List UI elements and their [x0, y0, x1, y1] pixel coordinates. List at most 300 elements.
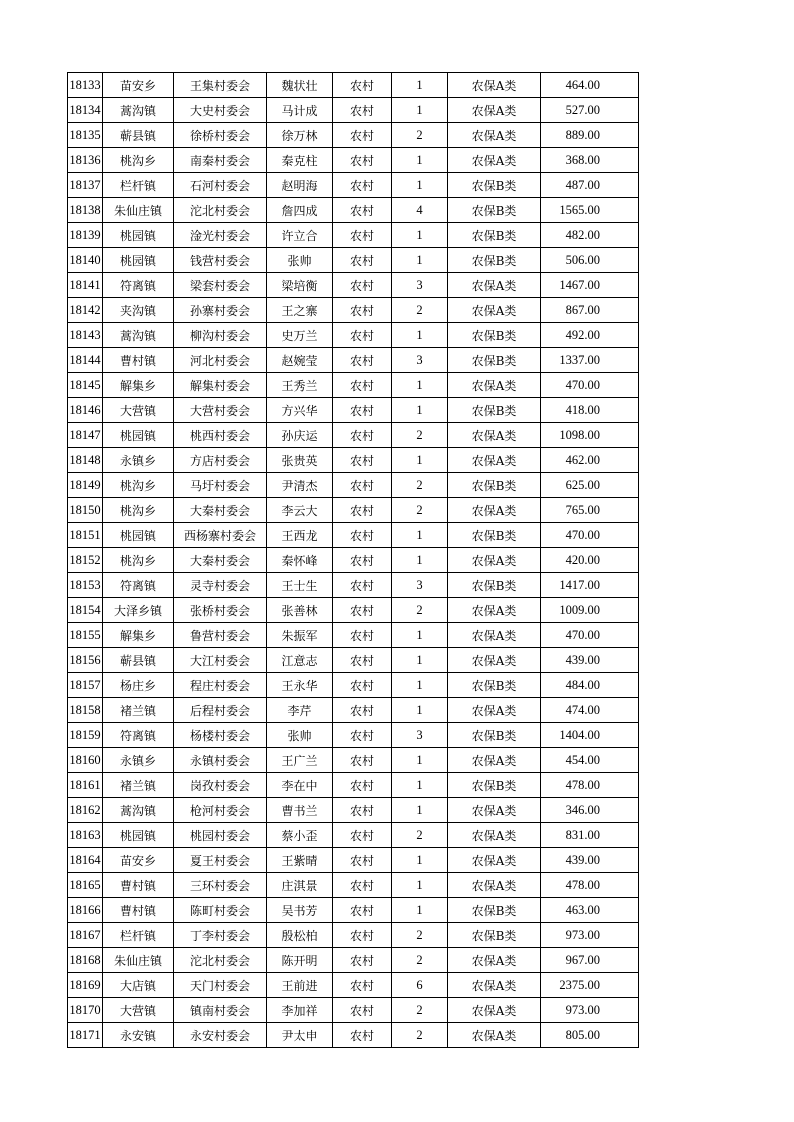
village-committee-cell: 沱北村委会: [174, 198, 267, 223]
recipient-name-cell: 江意志: [267, 648, 333, 673]
township-cell: 大泽乡镇: [103, 598, 174, 623]
village-committee-cell: 镇南村委会: [174, 998, 267, 1023]
residence-type-cell: 农村: [333, 98, 392, 123]
residence-type-cell: 农村: [333, 973, 392, 998]
amount-cell: 527.00: [541, 98, 639, 123]
township-cell: 苗安乡: [103, 73, 174, 98]
insurance-category-cell: 农保A类: [448, 148, 541, 173]
recipient-name-cell: 李芹: [267, 698, 333, 723]
insurance-category-cell: 农保A类: [448, 598, 541, 623]
insurance-category-cell: 农保A类: [448, 1023, 541, 1048]
serial-number-cell: 18161: [68, 773, 103, 798]
serial-number-cell: 18134: [68, 98, 103, 123]
recipient-name-cell: 张帅: [267, 723, 333, 748]
relief-roster-table: [67, 72, 639, 1048]
insurance-category-cell: 农保A类: [448, 373, 541, 398]
recipient-name-cell: 王广兰: [267, 748, 333, 773]
recipient-name-cell: 孙庆运: [267, 423, 333, 448]
serial-number-cell: 18155: [68, 623, 103, 648]
household-size-cell: 1: [392, 173, 448, 198]
residence-type-cell: 农村: [333, 998, 392, 1023]
recipient-name-cell: 张帅: [267, 248, 333, 273]
household-size-cell: 3: [392, 723, 448, 748]
serial-number-cell: 18151: [68, 523, 103, 548]
village-committee-cell: 石河村委会: [174, 173, 267, 198]
insurance-category-cell: 农保B类: [448, 473, 541, 498]
recipient-name-cell: 曹书兰: [267, 798, 333, 823]
table-row: [68, 623, 639, 648]
amount-cell: 470.00: [541, 623, 639, 648]
serial-number-cell: 18157: [68, 673, 103, 698]
household-size-cell: 1: [392, 623, 448, 648]
amount-cell: 1565.00: [541, 198, 639, 223]
serial-number-cell: 18135: [68, 123, 103, 148]
table-row: [68, 123, 639, 148]
household-size-cell: 1: [392, 748, 448, 773]
residence-type-cell: 农村: [333, 748, 392, 773]
village-committee-cell: 鲁营村委会: [174, 623, 267, 648]
residence-type-cell: 农村: [333, 723, 392, 748]
insurance-category-cell: 农保A类: [448, 948, 541, 973]
household-size-cell: 1: [392, 698, 448, 723]
amount-cell: 831.00: [541, 823, 639, 848]
insurance-category-cell: 农保A类: [448, 623, 541, 648]
table-row: [68, 473, 639, 498]
township-cell: 苗安乡: [103, 848, 174, 873]
township-cell: 曹村镇: [103, 873, 174, 898]
table-row: [68, 173, 639, 198]
amount-cell: 454.00: [541, 748, 639, 773]
residence-type-cell: 农村: [333, 698, 392, 723]
township-cell: 符离镇: [103, 573, 174, 598]
amount-cell: 487.00: [541, 173, 639, 198]
township-cell: 桃园镇: [103, 823, 174, 848]
village-committee-cell: 丁李村委会: [174, 923, 267, 948]
table-row: [68, 248, 639, 273]
insurance-category-cell: 农保A类: [448, 798, 541, 823]
amount-cell: 625.00: [541, 473, 639, 498]
township-cell: 解集乡: [103, 623, 174, 648]
township-cell: 符离镇: [103, 273, 174, 298]
table-row: [68, 598, 639, 623]
serial-number-cell: 18133: [68, 73, 103, 98]
residence-type-cell: 农村: [333, 373, 392, 398]
village-committee-cell: 张桥村委会: [174, 598, 267, 623]
recipient-name-cell: 秦怀峰: [267, 548, 333, 573]
insurance-category-cell: 农保A类: [448, 648, 541, 673]
amount-cell: 478.00: [541, 873, 639, 898]
amount-cell: 889.00: [541, 123, 639, 148]
table-row: [68, 823, 639, 848]
recipient-name-cell: 方兴华: [267, 398, 333, 423]
recipient-name-cell: 李云大: [267, 498, 333, 523]
household-size-cell: 1: [392, 848, 448, 873]
village-committee-cell: 徐桥村委会: [174, 123, 267, 148]
table-row: [68, 398, 639, 423]
residence-type-cell: 农村: [333, 498, 392, 523]
residence-type-cell: 农村: [333, 848, 392, 873]
serial-number-cell: 18137: [68, 173, 103, 198]
household-size-cell: 1: [392, 398, 448, 423]
serial-number-cell: 18162: [68, 798, 103, 823]
serial-number-cell: 18165: [68, 873, 103, 898]
village-committee-cell: 陈町村委会: [174, 898, 267, 923]
residence-type-cell: 农村: [333, 223, 392, 248]
village-committee-cell: 河北村委会: [174, 348, 267, 373]
recipient-name-cell: 朱振军: [267, 623, 333, 648]
insurance-category-cell: 农保B类: [448, 723, 541, 748]
amount-cell: 867.00: [541, 298, 639, 323]
township-cell: 曹村镇: [103, 348, 174, 373]
serial-number-cell: 18164: [68, 848, 103, 873]
township-cell: 桃沟乡: [103, 548, 174, 573]
household-size-cell: 1: [392, 773, 448, 798]
residence-type-cell: 农村: [333, 923, 392, 948]
township-cell: 栏杆镇: [103, 923, 174, 948]
insurance-category-cell: 农保A类: [448, 973, 541, 998]
serial-number-cell: 18170: [68, 998, 103, 1023]
recipient-name-cell: 庄淇景: [267, 873, 333, 898]
township-cell: 桃园镇: [103, 523, 174, 548]
amount-cell: 418.00: [541, 398, 639, 423]
household-size-cell: 2: [392, 298, 448, 323]
household-size-cell: 1: [392, 323, 448, 348]
insurance-category-cell: 农保B类: [448, 173, 541, 198]
recipient-name-cell: 王之寨: [267, 298, 333, 323]
table-row: [68, 98, 639, 123]
serial-number-cell: 18166: [68, 898, 103, 923]
village-committee-cell: 永安村委会: [174, 1023, 267, 1048]
township-cell: 蒿沟镇: [103, 798, 174, 823]
residence-type-cell: 农村: [333, 198, 392, 223]
village-committee-cell: 解集村委会: [174, 373, 267, 398]
household-size-cell: 1: [392, 148, 448, 173]
household-size-cell: 1: [392, 648, 448, 673]
amount-cell: 1098.00: [541, 423, 639, 448]
township-cell: 夹沟镇: [103, 298, 174, 323]
village-committee-cell: 沱北村委会: [174, 948, 267, 973]
household-size-cell: 3: [392, 348, 448, 373]
serial-number-cell: 18136: [68, 148, 103, 173]
residence-type-cell: 农村: [333, 898, 392, 923]
township-cell: 曹村镇: [103, 898, 174, 923]
township-cell: 大营镇: [103, 998, 174, 1023]
serial-number-cell: 18168: [68, 948, 103, 973]
residence-type-cell: 农村: [333, 248, 392, 273]
amount-cell: 967.00: [541, 948, 639, 973]
amount-cell: 474.00: [541, 698, 639, 723]
township-cell: 朱仙庄镇: [103, 198, 174, 223]
recipient-name-cell: 尹太申: [267, 1023, 333, 1048]
recipient-name-cell: 赵婉莹: [267, 348, 333, 373]
recipient-name-cell: 马计成: [267, 98, 333, 123]
table-row: [68, 848, 639, 873]
table-row: [68, 223, 639, 248]
residence-type-cell: 农村: [333, 398, 392, 423]
serial-number-cell: 18141: [68, 273, 103, 298]
recipient-name-cell: 王秀兰: [267, 373, 333, 398]
table-row: [68, 998, 639, 1023]
residence-type-cell: 农村: [333, 523, 392, 548]
recipient-name-cell: 徐万林: [267, 123, 333, 148]
village-committee-cell: 马圩村委会: [174, 473, 267, 498]
township-cell: 解集乡: [103, 373, 174, 398]
township-cell: 朱仙庄镇: [103, 948, 174, 973]
household-size-cell: 1: [392, 98, 448, 123]
amount-cell: 478.00: [541, 773, 639, 798]
household-size-cell: 2: [392, 473, 448, 498]
serial-number-cell: 18146: [68, 398, 103, 423]
household-size-cell: 4: [392, 198, 448, 223]
township-cell: 桃园镇: [103, 223, 174, 248]
amount-cell: 439.00: [541, 648, 639, 673]
insurance-category-cell: 农保A类: [448, 73, 541, 98]
residence-type-cell: 农村: [333, 673, 392, 698]
amount-cell: 462.00: [541, 448, 639, 473]
village-committee-cell: 南秦村委会: [174, 148, 267, 173]
table-row: [68, 748, 639, 773]
village-committee-cell: 桃西村委会: [174, 423, 267, 448]
recipient-name-cell: 吴书芳: [267, 898, 333, 923]
residence-type-cell: 农村: [333, 73, 392, 98]
residence-type-cell: 农村: [333, 798, 392, 823]
insurance-category-cell: 农保B类: [448, 523, 541, 548]
amount-cell: 492.00: [541, 323, 639, 348]
village-committee-cell: 大营村委会: [174, 398, 267, 423]
residence-type-cell: 农村: [333, 323, 392, 348]
household-size-cell: 3: [392, 573, 448, 598]
recipient-name-cell: 赵明海: [267, 173, 333, 198]
residence-type-cell: 农村: [333, 548, 392, 573]
table-row: [68, 73, 639, 98]
insurance-category-cell: 农保A类: [448, 998, 541, 1023]
table-row: [68, 948, 639, 973]
table-row: [68, 673, 639, 698]
amount-cell: 506.00: [541, 248, 639, 273]
household-size-cell: 1: [392, 873, 448, 898]
amount-cell: 439.00: [541, 848, 639, 873]
serial-number-cell: 18148: [68, 448, 103, 473]
residence-type-cell: 农村: [333, 473, 392, 498]
insurance-category-cell: 农保A类: [448, 698, 541, 723]
township-cell: 永镇乡: [103, 748, 174, 773]
residence-type-cell: 农村: [333, 298, 392, 323]
serial-number-cell: 18154: [68, 598, 103, 623]
village-committee-cell: 三环村委会: [174, 873, 267, 898]
serial-number-cell: 18145: [68, 373, 103, 398]
amount-cell: 2375.00: [541, 973, 639, 998]
township-cell: 桃沟乡: [103, 148, 174, 173]
residence-type-cell: 农村: [333, 348, 392, 373]
table-row: [68, 498, 639, 523]
serial-number-cell: 18152: [68, 548, 103, 573]
household-size-cell: 1: [392, 523, 448, 548]
recipient-name-cell: 史万兰: [267, 323, 333, 348]
table-row: [68, 723, 639, 748]
table-row: [68, 348, 639, 373]
village-committee-cell: 后程村委会: [174, 698, 267, 723]
table-row: [68, 923, 639, 948]
recipient-name-cell: 陈开明: [267, 948, 333, 973]
household-size-cell: 2: [392, 923, 448, 948]
table-row: [68, 523, 639, 548]
village-committee-cell: 杨楼村委会: [174, 723, 267, 748]
amount-cell: 484.00: [541, 673, 639, 698]
table-row: [68, 873, 639, 898]
table-row: [68, 898, 639, 923]
table-row: [68, 648, 639, 673]
village-committee-cell: 孙寨村委会: [174, 298, 267, 323]
village-committee-cell: 岗孜村委会: [174, 773, 267, 798]
township-cell: 蒿沟镇: [103, 98, 174, 123]
table-row: [68, 573, 639, 598]
serial-number-cell: 18144: [68, 348, 103, 373]
residence-type-cell: 农村: [333, 598, 392, 623]
village-committee-cell: 西杨寨村委会: [174, 523, 267, 548]
insurance-category-cell: 农保B类: [448, 898, 541, 923]
household-size-cell: 2: [392, 998, 448, 1023]
table-row: [68, 273, 639, 298]
table-row: [68, 448, 639, 473]
insurance-category-cell: 农保A类: [448, 273, 541, 298]
village-committee-cell: 灵寺村委会: [174, 573, 267, 598]
amount-cell: 420.00: [541, 548, 639, 573]
table-row: [68, 198, 639, 223]
table-row: [68, 698, 639, 723]
insurance-category-cell: 农保B类: [448, 348, 541, 373]
insurance-category-cell: 农保B类: [448, 398, 541, 423]
insurance-category-cell: 农保A类: [448, 548, 541, 573]
amount-cell: 1009.00: [541, 598, 639, 623]
recipient-name-cell: 王永华: [267, 673, 333, 698]
serial-number-cell: 18171: [68, 1023, 103, 1048]
household-size-cell: 1: [392, 673, 448, 698]
insurance-category-cell: 农保A类: [448, 873, 541, 898]
recipient-name-cell: 许立合: [267, 223, 333, 248]
township-cell: 永镇乡: [103, 448, 174, 473]
insurance-category-cell: 农保B类: [448, 323, 541, 348]
household-size-cell: 1: [392, 798, 448, 823]
table-row: [68, 148, 639, 173]
table-row: [68, 973, 639, 998]
recipient-name-cell: 秦克柱: [267, 148, 333, 173]
table-row: [68, 1023, 639, 1048]
village-committee-cell: 永镇村委会: [174, 748, 267, 773]
household-size-cell: 1: [392, 223, 448, 248]
serial-number-cell: 18147: [68, 423, 103, 448]
table-row: [68, 798, 639, 823]
recipient-name-cell: 王紫晴: [267, 848, 333, 873]
insurance-category-cell: 农保A类: [448, 848, 541, 873]
table-row: [68, 773, 639, 798]
residence-type-cell: 农村: [333, 648, 392, 673]
residence-type-cell: 农村: [333, 1023, 392, 1048]
residence-type-cell: 农村: [333, 948, 392, 973]
residence-type-cell: 农村: [333, 448, 392, 473]
household-size-cell: 1: [392, 248, 448, 273]
township-cell: 永安镇: [103, 1023, 174, 1048]
township-cell: 褚兰镇: [103, 698, 174, 723]
serial-number-cell: 18156: [68, 648, 103, 673]
serial-number-cell: 18160: [68, 748, 103, 773]
amount-cell: 973.00: [541, 998, 639, 1023]
amount-cell: 346.00: [541, 798, 639, 823]
amount-cell: 482.00: [541, 223, 639, 248]
residence-type-cell: 农村: [333, 273, 392, 298]
insurance-category-cell: 农保A类: [448, 498, 541, 523]
insurance-category-cell: 农保A类: [448, 123, 541, 148]
recipient-name-cell: 詹四成: [267, 198, 333, 223]
township-cell: 大店镇: [103, 973, 174, 998]
recipient-name-cell: 张贵英: [267, 448, 333, 473]
insurance-category-cell: 农保A类: [448, 448, 541, 473]
household-size-cell: 6: [392, 973, 448, 998]
roster-body: [68, 73, 639, 1048]
amount-cell: 470.00: [541, 523, 639, 548]
serial-number-cell: 18169: [68, 973, 103, 998]
village-committee-cell: 钱营村委会: [174, 248, 267, 273]
village-committee-cell: 梁套村委会: [174, 273, 267, 298]
household-size-cell: 2: [392, 498, 448, 523]
serial-number-cell: 18163: [68, 823, 103, 848]
insurance-category-cell: 农保B类: [448, 198, 541, 223]
insurance-category-cell: 农保A类: [448, 298, 541, 323]
serial-number-cell: 18159: [68, 723, 103, 748]
residence-type-cell: 农村: [333, 423, 392, 448]
serial-number-cell: 18142: [68, 298, 103, 323]
recipient-name-cell: 王前进: [267, 973, 333, 998]
household-size-cell: 2: [392, 598, 448, 623]
village-committee-cell: 枪河村委会: [174, 798, 267, 823]
village-committee-cell: 大江村委会: [174, 648, 267, 673]
residence-type-cell: 农村: [333, 773, 392, 798]
village-committee-cell: 大秦村委会: [174, 548, 267, 573]
residence-type-cell: 农村: [333, 573, 392, 598]
serial-number-cell: 18150: [68, 498, 103, 523]
village-committee-cell: 大秦村委会: [174, 498, 267, 523]
serial-number-cell: 18140: [68, 248, 103, 273]
recipient-name-cell: 李加祥: [267, 998, 333, 1023]
insurance-category-cell: 农保B类: [448, 248, 541, 273]
insurance-category-cell: 农保B类: [448, 573, 541, 598]
amount-cell: 1467.00: [541, 273, 639, 298]
amount-cell: 368.00: [541, 148, 639, 173]
insurance-category-cell: 农保A类: [448, 423, 541, 448]
serial-number-cell: 18167: [68, 923, 103, 948]
recipient-name-cell: 蔡小歪: [267, 823, 333, 848]
insurance-category-cell: 农保B类: [448, 773, 541, 798]
village-committee-cell: 天门村委会: [174, 973, 267, 998]
household-size-cell: 1: [392, 373, 448, 398]
village-committee-cell: 夏王村委会: [174, 848, 267, 873]
township-cell: 蕲县镇: [103, 123, 174, 148]
township-cell: 栏杆镇: [103, 173, 174, 198]
village-committee-cell: 柳沟村委会: [174, 323, 267, 348]
residence-type-cell: 农村: [333, 148, 392, 173]
serial-number-cell: 18143: [68, 323, 103, 348]
household-size-cell: 2: [392, 123, 448, 148]
township-cell: 蒿沟镇: [103, 323, 174, 348]
insurance-category-cell: 农保A类: [448, 823, 541, 848]
household-size-cell: 2: [392, 948, 448, 973]
amount-cell: 1404.00: [541, 723, 639, 748]
residence-type-cell: 农村: [333, 173, 392, 198]
recipient-name-cell: 王西龙: [267, 523, 333, 548]
serial-number-cell: 18158: [68, 698, 103, 723]
insurance-category-cell: 农保A类: [448, 98, 541, 123]
table-row: [68, 423, 639, 448]
township-cell: 桃园镇: [103, 423, 174, 448]
